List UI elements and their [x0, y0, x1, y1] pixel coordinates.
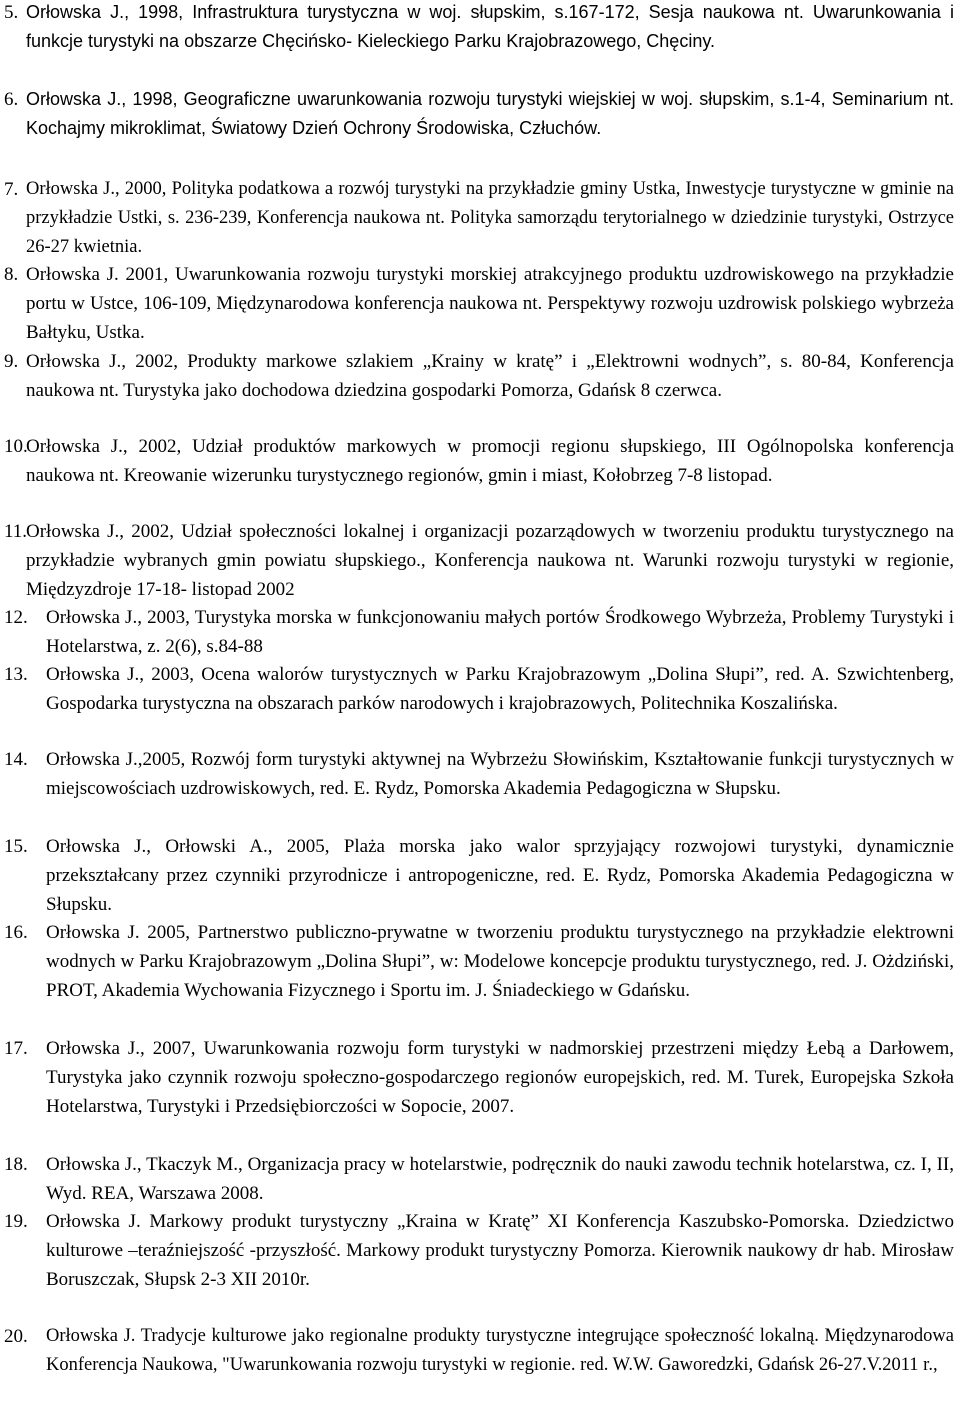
reference-text: Orłowska J. 2005, Partnerstwo publiczno-prywatne w tworzeniu produktu turystycznego na przykładzie elektrowni wodnych w Parku Krajobrazowym „Dolina Słupi”, w: Modelowe koncepcje produktu turystycznego, red. J. Ożdziński, PROT, Akademia Wychowania Fizycznego i Sportu im. J. Śniadeckiego w Gdańsku.	[46, 922, 954, 1001]
reference-number: 12.	[4, 607, 28, 628]
reference-number: 18.	[4, 1154, 28, 1175]
reference-text: Orłowska J., 1998, Geograficzne uwarunkowania rozwoju turystyki wiejskiej w woj. słupskim, s.1-4, Seminarium nt. Kochajmy mikroklimat, Światowy Dzień Ochrony Środowiska, Człuchów.	[26, 89, 954, 138]
reference-text: Orłowska J., 2003, Ocena walorów turystycznych w Parku Krajobrazowym „Dolina Słupi”, red. A. Szwichtenberg, Gospodarka turystyczna na obszarach parków narodowych i krajobrazowych, Politechnika Koszalińska.	[46, 664, 954, 714]
reference-text: Orłowska J. Tradycje kulturowe jako regionalne produkty turystyczne integrujące społeczność lokalną. Międzynarodowa Konferencja Naukowa, "Uwarunkowania rozwoju turystyki w regionie. red. W.W. Gaworedzki, Gdańsk 26-27.V.2011 r.,	[46, 1326, 954, 1375]
reference-text: Orłowska J. 2001, Uwarunkowania rozwoju turystyki morskiej atrakcyjnego produktu uzdrowiskowego na przykładzie portu w Ustce, 106-109, Międzynarodowa konferencja naukowa nt. Perspektywy rozwoju uzdrowisk polskiego wybrzeża Bałtyku, Ustka.	[26, 264, 954, 343]
reference-text: Orłowska J., 1998, Infrastruktura turystyczna w woj. słupskim, s.167-172, Sesja naukowa nt. Uwarunkowania i funkcje turystyki na obszarze Chęcińsko- Kieleckiego Parku Krajobrazowego, Chęciny.	[26, 2, 954, 51]
reference-text: Orłowska J.,2005, Rozwój form turystyki aktywnej na Wybrzeżu Słowińskim, Kształtowanie funkcji turystycznych w miejscowościach uzdrowiskowych, red. E. Rydz, Pomorska Akademia Pedagogiczna w Słupsku.	[46, 749, 954, 799]
reference-text: Orłowska J., Tkaczyk M., Organizacja pracy w hotelarstwie, podręcznik do nauki zawodu technik hotelarstwa, cz. I, II, Wyd. REA, Warszawa 2008.	[46, 1154, 954, 1204]
reference-text: Orłowska J., 2003, Turystyka morska w funkcjonowaniu małych portów Środkowego Wybrzeża, Problemy Turystyki i Hotelarstwa, z. 2(6), s.84-88	[46, 607, 954, 657]
reference-number: 11.	[4, 521, 28, 542]
reference-number: 9.	[4, 351, 19, 372]
reference-text: Orłowska J., 2002, Produkty markowe szlakiem „Krainy w kratę” i „Elektrowni wodnych”, s. 80-84, Konferencja naukowa nt. Turystyka jako dochodowa dziedzina gospodarki Pomorza, Gdańsk 8 czerwca.	[26, 351, 954, 401]
reference-text: Orłowska J., Orłowski A., 2005, Plaża morska jako walor sprzyjający rozwojowi turystyki, dynamicznie przekształcany przez czynniki przyrodnicze i antropogeniczne, red. E. Rydz, Pomorska Akademia Pedagogiczna w Słupsku.	[46, 836, 954, 915]
reference-number: 16.	[4, 922, 28, 943]
reference-number: 8.	[4, 264, 19, 285]
reference-number: 15.	[4, 836, 28, 857]
reference-text: Orłowska J., 2000, Polityka podatkowa a rozwój turystyki na przykładzie gminy Ustka, Inwestycje turystyczne w gminie na przykładzie Ustki, s. 236-239, Konferencja naukowa nt. Polityka samorządu terytorialnego w dziedzinie turystyki, Ostrzyce 26-27 kwietnia.	[26, 179, 954, 257]
reference-text: Orłowska J., 2002, Udział społeczności lokalnej i organizacji pozarządowych w tworzeniu produktu turystycznego na przykładzie wybranych gmin powiatu słupskiego., Konferencja naukowa nt. Warunki rozwoju turystyki w regionie, Międzyzdroje 17-18- listopad 2002	[26, 521, 954, 600]
reference-number: 13.	[4, 664, 28, 685]
reference-number: 17.	[4, 1038, 28, 1059]
reference-number: 20.	[4, 1326, 28, 1347]
reference-number: 19.	[4, 1211, 28, 1232]
reference-number: 7.	[4, 179, 19, 200]
reference-number: 5.	[4, 2, 19, 23]
reference-number: 6.	[4, 89, 19, 110]
reference-text: Orłowska J., 2007, Uwarunkowania rozwoju form turystyki w nadmorskiej przestrzeni między Łebą a Darłowem, Turystyka jako czynnik rozwoju społeczno-gospodarczego regionów europejskich, red. M. Turek, Europejska Szkoła Hotelarstwa, Turystyki i Przedsiębiorczości w Sopocie, 2007.	[46, 1038, 954, 1117]
reference-number: 14.	[4, 749, 28, 770]
reference-text: Orłowska J., 2002, Udział produktów markowych w promocji regionu słupskiego, III Ogólnopolska konferencja naukowa nt. Kreowanie wizerunku turystycznego regionów, gmin i miast, Kołobrzeg 7-8 listopad.	[26, 436, 954, 486]
reference-text: Orłowska J. Markowy produkt turystyczny „Kraina w Kratę” XI Konferencja Kaszubsko-Pomorska. Dziedzictwo kulturowe –teraźniejszość -przyszłość. Markowy produkt turystyczny Pomorza. Kierownik naukowy dr hab. Mirosław Boruszczak, Słupsk 2-3 XII 2010r.	[46, 1211, 954, 1290]
reference-number: 10.	[4, 436, 28, 457]
